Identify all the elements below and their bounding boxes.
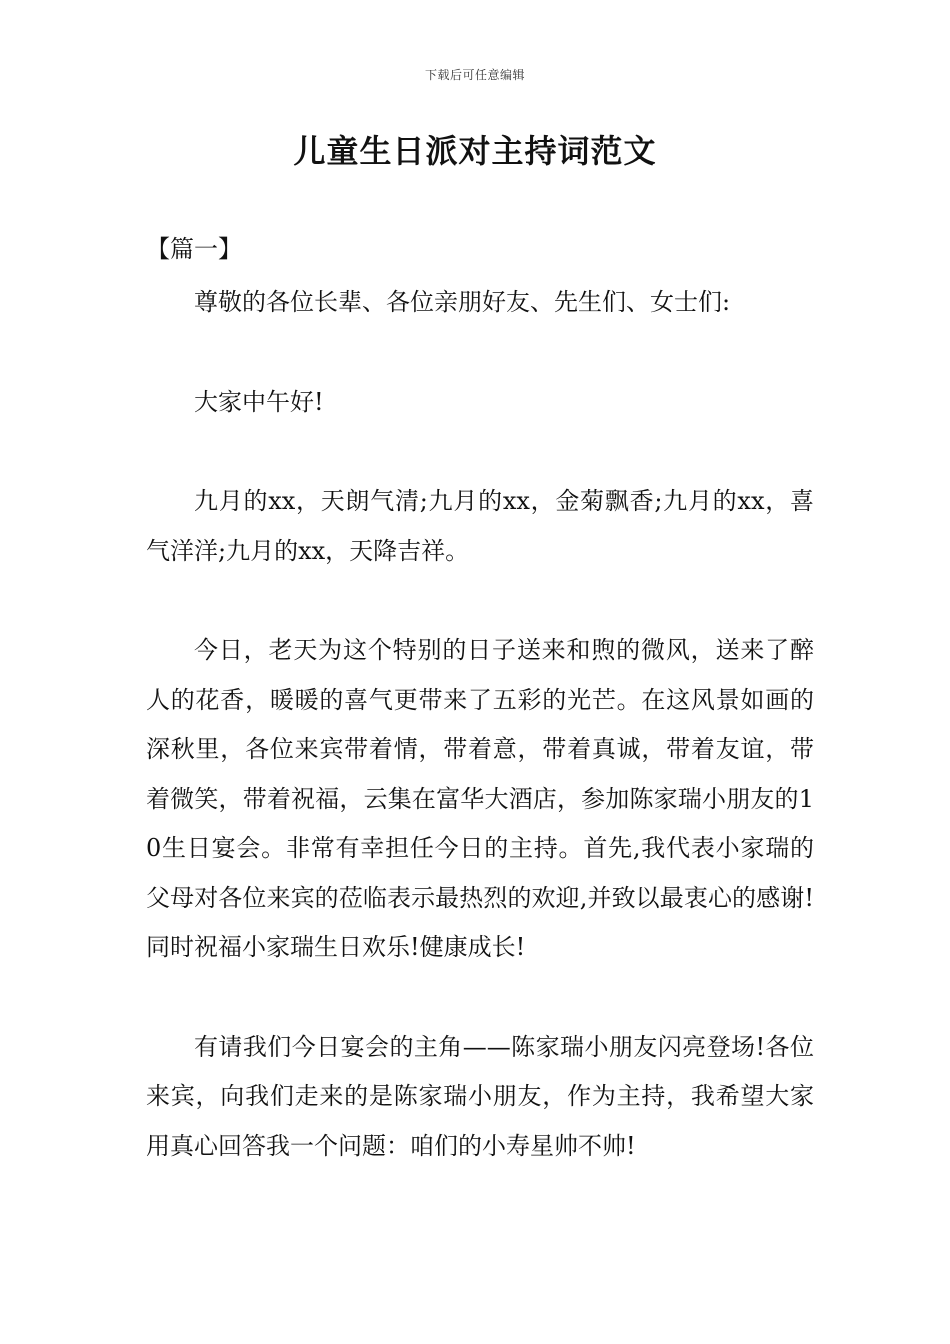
document-body xyxy=(146,278,814,1221)
paragraph-greeting: 尊敬的各位长辈、各位亲朋好友、先生们、女士们: xyxy=(194,288,731,316)
paragraph-hello: 大家中午好! xyxy=(194,387,324,416)
header-note: 下载后可任意编辑 xyxy=(424,68,525,82)
document-title: 儿童生日派对主持词范文 xyxy=(293,132,657,170)
paragraph-invitation: 有请我们今日宴会的主角——陈家瑞小朋友闪亮登场!各位来宾，向我们走来的是陈家瑞小朋友，作为主持，我希望大家用真心回答我一个问题：咱们的小寿星帅不帅! xyxy=(146,1032,814,1160)
paragraph-september: 九月的xx，天朗气清;九月的xx，金菊飘香;九月的xx，喜气洋洋;九月的xx，天降吉祥。 xyxy=(146,487,814,565)
section-label: 【篇一】 xyxy=(146,235,242,263)
paragraph-today: 今日，老天为这个特别的日子送来和煦的微风，送来了醉人的花香，暖暖的喜气更带来了五彩的光芒。在这风景如画的深秋里，各位来宾带着情，带着意，带着真诚，带着友谊，带着微笑，带着祝福，云集在富华大酒店，参加陈家瑞小朋友的10生日宴会。非常有幸担任今日的主持。首先,我代表小家瑞的父母对各位来宾的莅临表示最热烈的欢迎,并致以最衷心的感谢!同时祝福小家瑞生日欢乐!健康成长! xyxy=(146,636,814,961)
